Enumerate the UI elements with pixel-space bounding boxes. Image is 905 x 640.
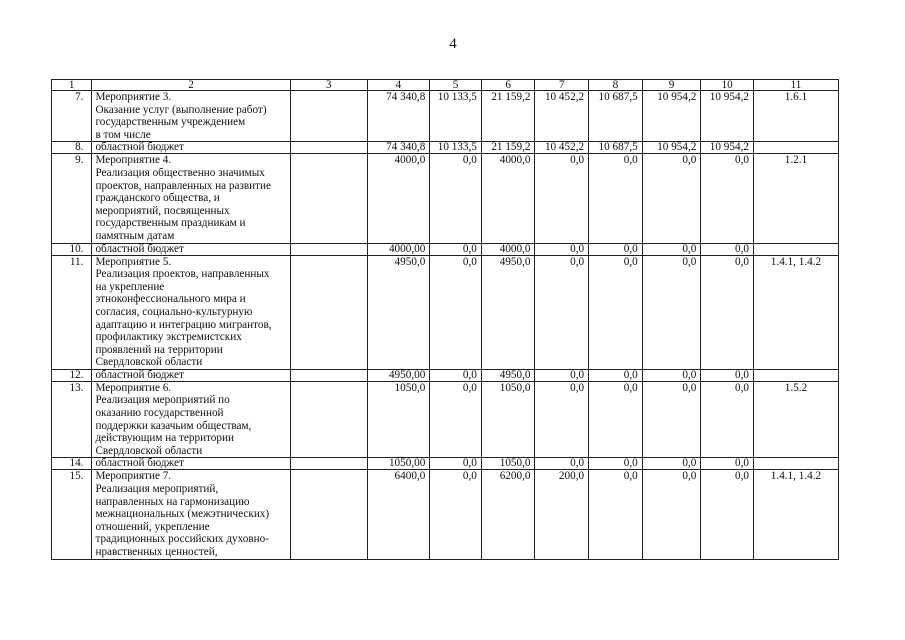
- table-row: [52, 255, 839, 369]
- table-cell: 4000,0: [481, 243, 535, 255]
- table-cell: Мероприятие 5. Реализация проектов, направленных на укрепление этноконфессионального мира и согласия, социально-культурную адаптацию и интеграцию мигрантов, профилактику экстремистских проявлений на территории Свердловской области: [92, 255, 290, 369]
- table-cell: Мероприятие 6. Реализация мероприятий по оказанию государственной поддержки казачьим обществам, действующим на территории Свердловской области: [92, 381, 290, 458]
- table-cell: 4950,0: [481, 369, 535, 381]
- table-cell: 0,0: [535, 243, 589, 255]
- table-cell: областной бюджет: [92, 243, 290, 255]
- table-cell: 10 954,2: [701, 142, 754, 154]
- table-cell: 1050,0: [367, 381, 430, 458]
- table-row: [52, 142, 839, 154]
- column-header: 2: [92, 80, 290, 91]
- program-table: [51, 79, 839, 560]
- table-cell: 10 133,5: [430, 91, 482, 142]
- table-cell: 0,0: [642, 154, 701, 243]
- column-header: 5: [430, 80, 482, 91]
- table-cell: [290, 142, 367, 154]
- table-cell: 4950,0: [481, 255, 535, 369]
- table-cell: 0,0: [589, 458, 643, 470]
- table-cell: 11.: [52, 255, 92, 369]
- table-cell: 7.: [52, 91, 92, 142]
- column-header: 9: [642, 80, 701, 91]
- table-cell: [290, 154, 367, 243]
- table-row: [52, 91, 839, 142]
- table-cell: 1050,00: [367, 458, 430, 470]
- table-cell: 0,0: [535, 381, 589, 458]
- table-cell: 0,0: [430, 369, 482, 381]
- table-cell: 0,0: [430, 381, 482, 458]
- table-cell: [290, 255, 367, 369]
- page-number: 4: [449, 36, 457, 52]
- table-cell: 1.6.1: [753, 91, 838, 142]
- table-row: [52, 458, 839, 470]
- table-cell: 10 452,2: [535, 91, 589, 142]
- table-cell: 10 133,5: [430, 142, 482, 154]
- table-cell: 10 954,2: [642, 142, 701, 154]
- table-cell: 4000,00: [367, 243, 430, 255]
- table-cell: 0,0: [430, 154, 482, 243]
- table-cell: 1.5.2: [753, 381, 838, 458]
- table-cell: [753, 369, 838, 381]
- table-cell: 1.4.1, 1.4.2: [753, 255, 838, 369]
- table-cell: 0,0: [589, 369, 643, 381]
- table-cell: областной бюджет: [92, 458, 290, 470]
- table-cell: 1050,0: [481, 458, 535, 470]
- column-header: 4: [367, 80, 430, 91]
- table-cell: 4000,0: [367, 154, 430, 243]
- table-cell: 1.4.1, 1.4.2: [753, 470, 838, 559]
- table-cell: 0,0: [701, 369, 754, 381]
- column-header: 3: [290, 80, 367, 91]
- table-cell: 0,0: [642, 255, 701, 369]
- table-cell: [290, 243, 367, 255]
- column-header: 1: [52, 80, 92, 91]
- table-row: [52, 470, 839, 559]
- table-cell: 9.: [52, 154, 92, 243]
- table-cell: 200,0: [535, 470, 589, 559]
- table-cell: 15.: [52, 470, 92, 559]
- table-cell: 0,0: [589, 381, 643, 458]
- column-header: 11: [753, 80, 838, 91]
- table-row: [52, 243, 839, 255]
- table-cell: 21 159,2: [481, 142, 535, 154]
- table-cell: 12.: [52, 369, 92, 381]
- table-cell: 14.: [52, 458, 92, 470]
- table-cell: областной бюджет: [92, 369, 290, 381]
- table-cell: 0,0: [701, 154, 754, 243]
- table-cell: 10 954,2: [642, 91, 701, 142]
- table-cell: Мероприятие 4. Реализация общественно значимых проектов, направленных на развитие гражданского общества, и мероприятий, посвященных государственным праздникам и памятным датам: [92, 154, 290, 243]
- table-cell: 0,0: [535, 154, 589, 243]
- column-header: 6: [481, 80, 535, 91]
- table-cell: 8.: [52, 142, 92, 154]
- table-cell: 0,0: [701, 381, 754, 458]
- table-cell: 0,0: [701, 470, 754, 559]
- table-cell: 0,0: [535, 255, 589, 369]
- table-cell: 10 954,2: [701, 91, 754, 142]
- table-cell: 0,0: [642, 458, 701, 470]
- table-cell: областной бюджет: [92, 142, 290, 154]
- table-cell: 0,0: [535, 369, 589, 381]
- table-cell: [753, 243, 838, 255]
- table-row: [52, 154, 839, 243]
- table-cell: 21 159,2: [481, 91, 535, 142]
- table-cell: [290, 369, 367, 381]
- table-cell: [753, 458, 838, 470]
- table-cell: 10 452,2: [535, 142, 589, 154]
- table-cell: 1.2.1: [753, 154, 838, 243]
- table-cell: 6200,0: [481, 470, 535, 559]
- table-cell: 4950,00: [367, 369, 430, 381]
- table-cell: 0,0: [430, 243, 482, 255]
- table-cell: 13.: [52, 381, 92, 458]
- table-cell: 10 687,5: [589, 91, 643, 142]
- table-cell: 0,0: [589, 154, 643, 243]
- table-cell: 6400,0: [367, 470, 430, 559]
- table-cell: 74 340,8: [367, 142, 430, 154]
- table-cell: [753, 142, 838, 154]
- table-cell: 0,0: [589, 470, 643, 559]
- table-cell: 0,0: [589, 255, 643, 369]
- table-cell: 4000,0: [481, 154, 535, 243]
- table-cell: 1050,0: [481, 381, 535, 458]
- table-cell: [290, 91, 367, 142]
- table-cell: 0,0: [430, 458, 482, 470]
- table-cell: 0,0: [430, 470, 482, 559]
- table-row: [52, 369, 839, 381]
- table-cell: Мероприятие 3. Оказание услуг (выполнение работ) государственным учреждением в том числе: [92, 91, 290, 142]
- table-cell: [290, 458, 367, 470]
- table-cell: 74 340,8: [367, 91, 430, 142]
- column-header: 10: [701, 80, 754, 91]
- table-cell: 0,0: [430, 255, 482, 369]
- header-row: [52, 80, 839, 91]
- column-header: 8: [589, 80, 643, 91]
- table-cell: 0,0: [535, 458, 589, 470]
- table-cell: [290, 381, 367, 458]
- table-cell: Мероприятие 7. Реализация мероприятий, направленных на гармонизацию межнациональных (межэтнических) отношений, укрепление традиционных российских духовно- нравственных ценностей,: [92, 470, 290, 559]
- table-cell: 0,0: [642, 381, 701, 458]
- table-cell: 10 687,5: [589, 142, 643, 154]
- table-cell: 0,0: [642, 243, 701, 255]
- table-cell: 4950,0: [367, 255, 430, 369]
- table-cell: 0,0: [642, 470, 701, 559]
- column-header: 7: [535, 80, 589, 91]
- table-row: [52, 381, 839, 458]
- table-cell: 0,0: [589, 243, 643, 255]
- table-cell: 0,0: [701, 255, 754, 369]
- table-cell: 0,0: [642, 369, 701, 381]
- table-cell: 0,0: [701, 458, 754, 470]
- table-cell: 0,0: [701, 243, 754, 255]
- table-cell: [290, 470, 367, 559]
- table-cell: 10.: [52, 243, 92, 255]
